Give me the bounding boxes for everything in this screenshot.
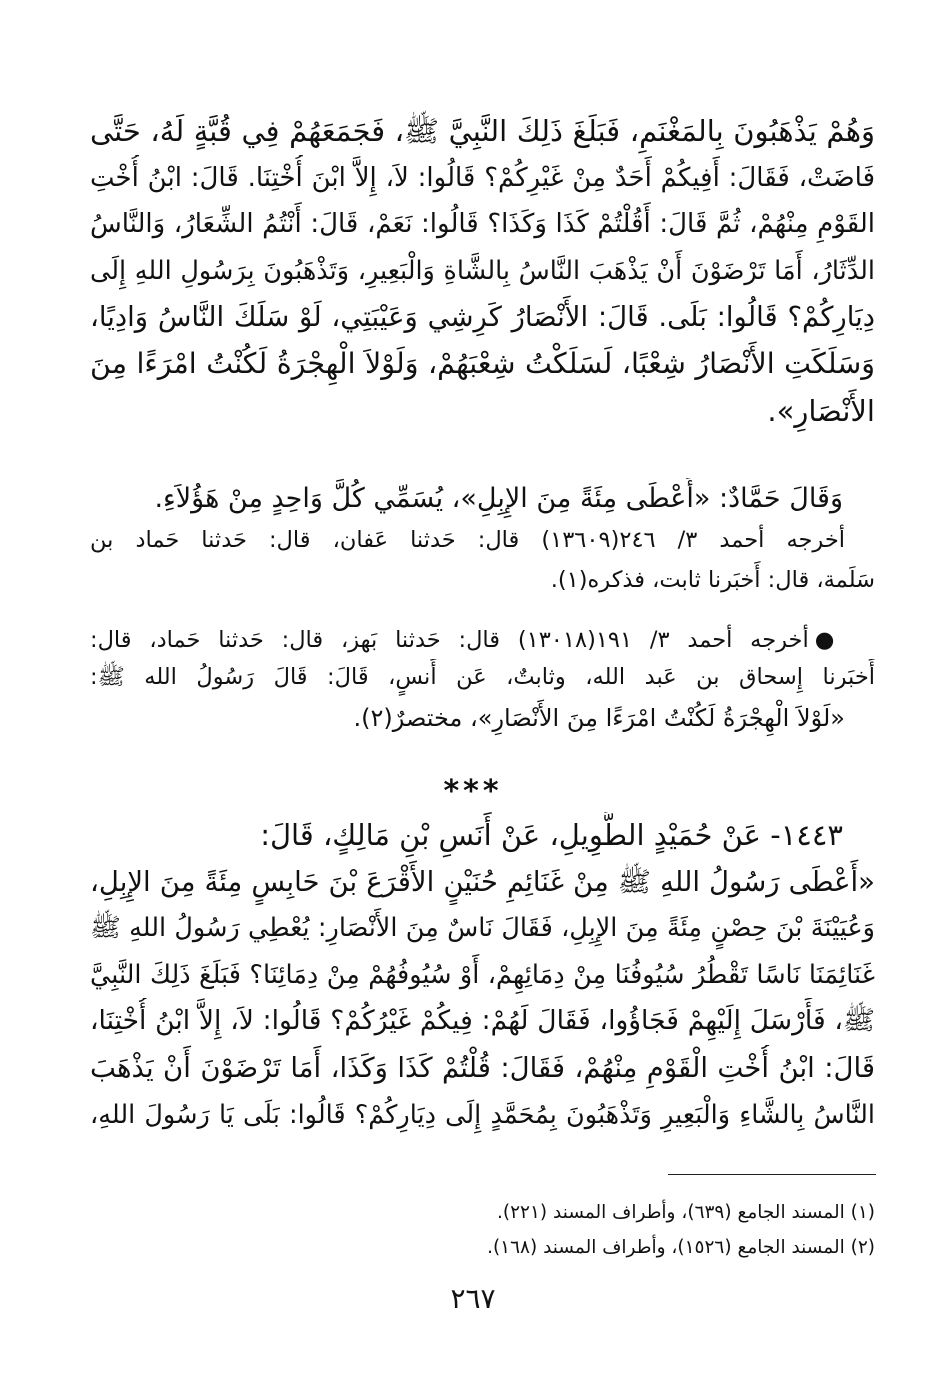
text-line: أَخبَرنا إِسحاق بن عَبد الله، وثابتٌ، عَن أَنسٍ، قَالَ: قَالَ رَسُولُ الله ﷺ: — [90, 664, 875, 690]
text-line: قَالَ: ابْنُ أُخْتِ الْقَوْمِ مِنْهُمْ، فَقَالَ: قُلْتُمْ كَذَا وَكَذَا، أَمَا تَرْضَوْنَ أَنْ يَذْهَبَ — [90, 1051, 875, 1084]
text-line: وَقَالَ حَمَّادٌ: «أَعْطَى مِئَةً مِنَ الإِبِلِ»، يُسَمِّي كُلَّ وَاحِدٍ مِنْ هَؤُلاَءِ. — [154, 483, 843, 514]
text-line: فَاضَتْ، فَقَالَ: أَفِيكُمْ أَحَدٌ مِنْ غَيْرِكُمْ؟ قَالُوا: لاَ، إِلاَّ ابْنَ أُخْتِنَا. قَالَ: ابْنُ أُخْتِ — [90, 162, 875, 193]
text-line: أخرجه أحمد ٣/ ٢٤٦(١٣٦٠٩) قال: حَدثنا عَفان، قال: حَدثنا حَماد بن — [90, 527, 845, 553]
text-line: القَوْمِ مِنْهُمْ، ثُمَّ قَالَ: أَقُلْتُمْ كَذَا وَكَذَا؟ قَالُوا: نَعَمْ، قَالَ: أَنْتُمُ الشِّعَارُ، وَالنَّاسُ — [90, 209, 875, 240]
text-line: وَعُيَيْنَةَ بْنَ حِصْنٍ مِئَةً مِنَ الإِبِلِ، فَقَالَ نَاسٌ مِنَ الأَنْصَارِ: يُعْطِي رَسُولُ اللهِ ﷺ — [90, 913, 875, 944]
text-line: سَلَمة، قال: أَخبَرنا ثابت، فذكره(١). — [550, 567, 875, 593]
text-line: غَنَائِمَنَا نَاسًا تَقْطُرُ سُيُوفُنَا مِنْ دِمَائِهِمْ، أَوْ سُيُوفُهُمْ مِنْ دِمَائِنَا؟ فَبَلَغَ ذَلِكَ النَّبِيَّ — [90, 959, 875, 990]
footnote-2: (٢) المسند الجامع (١٥٢٦)، وأطراف المسند (١٦٨). — [487, 1237, 875, 1258]
text-line: وَهُمْ يَذْهَبُونَ بِالمَغْنَمِ، فَبَلَغَ ذَلِكَ النَّبِيَّ ﷺ، فَجَمَعَهُمْ فِي قُبَّةٍ لَهُ، حَتَّى — [90, 114, 875, 148]
text-line: «لَوْلاَ الْهِجْرَةُ لَكُنْتُ امْرَءًا مِنَ الأَنْصَارِ»، مختصرٌ(٢). — [353, 704, 845, 732]
text-line: وَسَلَكَتِ الأَنْصَارُ شِعْبًا، لَسَلَكْتُ شِعْبَهُمْ، وَلَوْلاَ الْهِجْرَةُ لَكُنْتُ امْرَءًا مِنَ — [90, 346, 875, 380]
hammad-note — [90, 478, 875, 520]
text-line: ﷺ، فَأَرْسَلَ إِلَيْهِمْ فَجَاؤُوا، فَقَالَ لَهُمْ: فِيكُمْ غَيْرُكُمْ؟ قَالُوا: لاَ، إِلاَّ ابْنُ أُخْتِنَا، — [90, 1005, 875, 1037]
bullet-icon: ● — [814, 627, 845, 653]
hadith-1443 — [90, 812, 875, 1138]
text-line: الدِّثَارُ، أَمَا تَرْضَوْنَ أَنْ يَذْهَبَ النَّاسُ بِالشَّاةِ وَالْبَعِيرِ، وَتَذْهَبُونَ بِرَسُولِ اللهِ إِلَى — [90, 255, 875, 286]
text-line — [90, 622, 875, 659]
footnote-divider — [668, 1174, 876, 1175]
text-line: «أَعْطَى رَسُولُ اللهِ ﷺ مِنْ غَنَائِمِ حُنَيْنٍ الأَقْرَعَ بْنَ حَابِسٍ مِئَةً مِنَ الإِبِلِ، — [90, 865, 875, 898]
footnote-1: (١) المسند الجامع (٦٣٩)، وأطراف المسند (٢٢١). — [497, 1202, 875, 1223]
hadith-text-continued — [90, 108, 875, 434]
text-line: النَّاسُ بِالشَّاءِ وَالْبَعِيرِ وَتَذْهَبُونَ بِمُحَمَّدٍ إِلَى دِيَارِكُمْ؟ قَالُوا: بَلَى يَا رَسُولَ اللهِ، — [90, 1099, 875, 1130]
takhrij-paragraph-2 — [90, 622, 875, 740]
page-number: ٢٦٧ — [450, 1282, 496, 1315]
text-line: دِيَارِكُمْ؟ قَالُوا: بَلَى. قَالَ: الأَنْصَارُ كَرِشِي وَعَيْبَتِي، لَوْ سَلَكَ النَّاسُ وَادِيًا، — [90, 301, 875, 334]
section-separator: *** — [443, 774, 503, 809]
takhrij-paragraph-1 — [90, 520, 875, 600]
text-segment: أخرجه أحمد ٣/ ١٩١(١٣٠١٨) قال: حَدثنا بَهز، قال: حَدثنا حَماد، قال: — [90, 627, 809, 653]
text-line: الأَنْصَارِ». — [767, 393, 875, 428]
hadith-heading: ١٤٤٣- عَنْ حُمَيْدٍ الطَّوِيلِ، عَنْ أَنَسِ بْنِ مَالِكٍ، قَالَ: — [260, 818, 843, 852]
